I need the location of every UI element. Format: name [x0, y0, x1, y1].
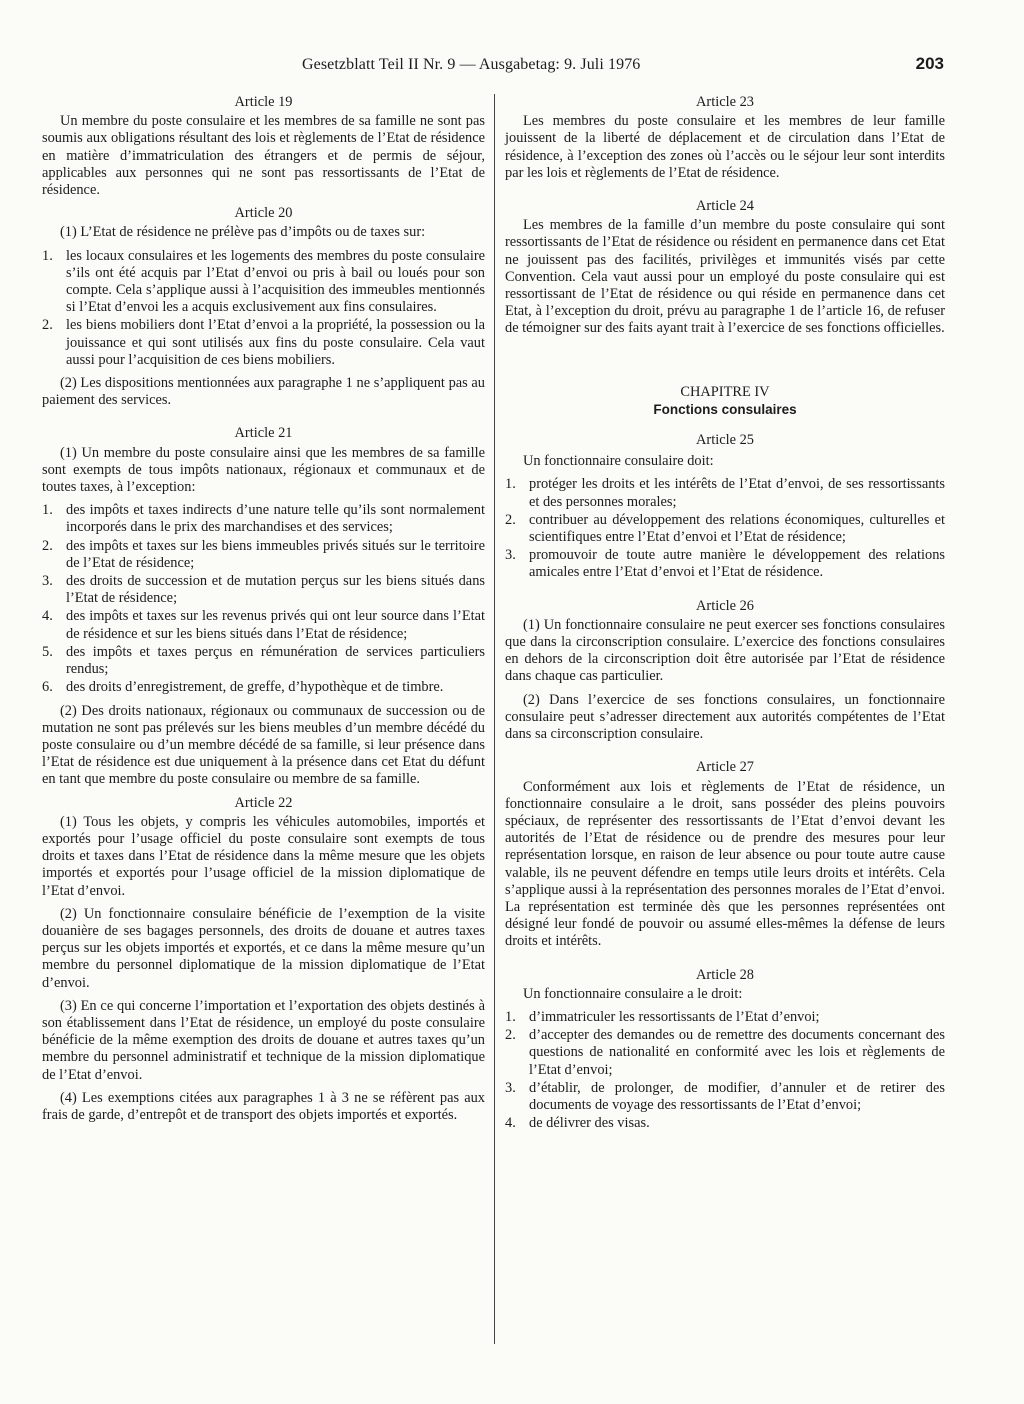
article-23-text: Les membres du poste consulaire et les membres de leur famille jouissent de la liberté de déplacement et de circulation dans l’Etat de résidence, à l’exception des zones où l’accès ou le séjour leur sont interdits par les lois et règlements de l’Etat de résidence. [505, 113, 945, 181]
article-28-title: Article 28 [696, 966, 754, 983]
article-27-title: Article 27 [696, 759, 754, 776]
article-27-text: Conformément aux lois et règlements de l’Etat de résidence, un fonctionnaire consulaire a le droit, sans posséder des pleins pouvoirs spéciaux, de représenter des ressortissants de l’Etat d’envoi devant les autorités de l’Etat de résidence ou de prendre des mesures pour leur représentation lorsque, en raison de leur absence ou pour toute autre cause valable, ils ne peuvent défendre en temps utile leurs droits et intérêts. Cela s’applique aussi à la représentation des personnes morales de l’Etat d’envoi. La représentation est terminée dès que les personnes représentées ont désigné leur fondé de pouvoir ou assumé elles-mêmes la défense de leurs droits et intérêts. [505, 778, 945, 950]
chapter-subtitle: Fonctions consulaires [653, 401, 797, 417]
list-item: 2. les biens mobiliers dont l’Etat d’envoi a la propriété, la possession ou la jouissance et qui sont utilisés aux fins du poste consulaire. Cela vaut aussi pour l’acquisition de ces biens mobiliers. [42, 317, 485, 368]
list-item: 3. des droits de succession et de mutation perçus sur les biens situés dans l’Etat de résidence; [42, 573, 485, 607]
article-22-para-2: (2) Un fonctionnaire consulaire bénéficie de l’exemption de la visite douanière de ses bagages personnels, des droits de douane et autres taxes perçus sur les objets importés et exportés, et ce dans la même mesure qu’un membre du personnel diplomatique de la mission diplomatique de l’Etat d’envoi. [42, 905, 485, 991]
list-item: 5. des impôts et taxes perçus en rémunération de services particuliers rendus; [42, 643, 485, 678]
list-item: 4. de délivrer des visas. [505, 1115, 650, 1132]
article-26-para-1: (1) Un fonctionnaire consulaire ne peut exercer ses fonctions consulaires que dans la circonscription consulaire. L’exercice des fonctions consulaires en dehors de la circonscription doit être autorisée par l’Etat de résidence dans chaque cas particulier. [505, 616, 945, 685]
article-20-list [42, 248, 485, 369]
page-number: 203 [915, 54, 944, 73]
article-23-title: Article 23 [696, 94, 754, 110]
list-item: 2. d’accepter des demandes ou de remettre des documents concernant des questions de nationalité en conformité avec les lois et règlements de l’Etat d’envoi; [505, 1027, 945, 1078]
article-25-list [505, 476, 945, 581]
article-21-para-1: (1) Un membre du poste consulaire ainsi que les membres de sa famille sont exempts de tous impôts nationaux, régionaux et communaux et de toutes taxes, à l’exception: [42, 444, 485, 496]
article-25-title: Article 25 [696, 432, 754, 449]
article-20-para-2: (2) Les dispositions mentionnées aux paragraphe 1 ne s’appliquent pas au paiement des services. [42, 375, 485, 409]
article-22-title: Article 22 [234, 794, 293, 811]
article-25-intro: Un fonctionnaire consulaire doit: [523, 453, 714, 470]
article-24-text: Les membres de la famille d’un membre du poste consulaire qui sont ressortissants de l’Etat de résidence ou résident en permanence dans cet Etat ne jouissent pas des facilités, privilèges et immunités visés par cette Convention. Cela vaut aussi pour un employé du poste consulaire qui est ressortissant de l’Etat de résidence ou qui réside en permanence dans cet Etat, à l’exception du droit, prévu au paragraphe 1 de l’article 16, de refuser de témoigner sur des faits ayant trait à l’exercice de ses fonctions officielles. [505, 217, 945, 337]
list-item: 1. les locaux consulaires et les logements des membres du poste consulaire s’ils ont été acquis par l’Etat d’envoi ou pris à bail ou loués pour son compte. Cela s’applique aussi à l’acquisition des immeubles mentionnés si l’Etat d’envoi les a acquis exclusivement aux fins consulaires. [42, 247, 485, 316]
list-item: 3. promouvoir de toute autre manière le développement des relations amicales entre l’Etat d’envoi et l’Etat de résidence. [505, 547, 945, 581]
chapter-heading: CHAPITRE IV [680, 383, 770, 400]
article-26-para-2: (2) Dans l’exercice de ses fonctions consulaires, un fonctionnaire consulaire peut s’adresser directement aux autorités compétentes de l’Etat dans sa circonscription consulaire. [505, 691, 945, 743]
article-20-para-1: (1) L’Etat de résidence ne prélève pas d’impôts ou de taxes sur: [60, 224, 426, 241]
article-28-intro: Un fonctionnaire consulaire a le droit: [523, 985, 743, 1002]
article-28-list [505, 1009, 945, 1132]
article-21-list [42, 502, 485, 696]
page-header [40, 54, 944, 78]
article-24-title: Article 24 [696, 198, 754, 215]
list-item: 6. des droits d’enregistrement, de greffe, d’hypothèque et de timbre. [42, 679, 444, 696]
right-column [505, 94, 945, 1138]
column-divider [494, 94, 495, 1344]
list-item: 1. d’immatriculer les ressortissants de l’Etat d’envoi; [505, 1008, 820, 1025]
gazette-title: Gesetzblatt Teil II Nr. 9 — Ausgabetag: 9. Juli 1976 [302, 56, 641, 73]
article-22-para-4: (4) Les exemptions citées aux paragraphes 1 à 3 ne se réfèrent pas aux frais de garde, d’entrepôt et de transport des objets importés et exportés. [42, 1089, 485, 1123]
list-item: 1. protéger les droits et les intérêts de l’Etat d’envoi, de ses ressortissants et des personnes morales; [505, 476, 945, 510]
article-26-title: Article 26 [696, 597, 754, 614]
list-item: 4. des impôts et taxes sur les revenus privés qui ont leur source dans l’Etat de résidence et sur les biens situés dans l’Etat de résidence; [42, 608, 485, 642]
article-22-para-3: (3) En ce qui concerne l’importation et l’exportation des objets destinés à son établissement dans l’Etat de résidence, un employé du poste consulaire bénéficie de la même exemption des droits de douane et autres taxes qu’un membre du personnel administratif et technique de la mission diplomatique de l’Etat d’envoi. [42, 997, 485, 1083]
list-item: 2. des impôts et taxes sur les biens immeubles privés situés sur le territoire de l’Etat de résidence; [42, 537, 485, 571]
list-item: 3. d’établir, de prolonger, de modifier, d’annuler et de retirer des documents de voyage des ressortissants de l’Etat d’envoi; [505, 1079, 945, 1113]
article-20-title: Article 20 [234, 205, 293, 222]
list-item: 2. contribuer au développement des relations économiques, culturelles et scientifiques entre l’Etat d’envoi et l’Etat de résidence; [505, 511, 945, 546]
list-item: 1. des impôts et taxes indirects d’une nature telle qu’ils sont normalement incorporés dans le prix des marchandises et des services; [42, 502, 485, 536]
left-column [42, 94, 485, 1130]
article-21-title: Article 21 [234, 425, 293, 442]
article-19-text: Un membre du poste consulaire et les membres de sa famille ne sont pas soumis aux obligations résultant des lois et règlements de l’Etat de résidence en matière d’immatriculation des étrangers et de permis de séjour, applicables aux personnes qui ne sont pas ressortissants de l’Etat de résidence. [42, 113, 485, 199]
article-22-para-1: (1) Tous les objets, y compris les véhicules automobiles, importés et exportés pour l’usage officiel du poste consulaire sont exempts de tous droits et taxes dans l’Etat de résidence dans la même mesure que les objets importés et exportés pour l’usage officiel de la mission diplomatique de l’Etat d’envoi. [42, 813, 485, 899]
article-21-para-2: (2) Des droits nationaux, régionaux ou communaux de succession ou de mutation ne sont pas prélevés sur les biens meubles d’un membre décédé du poste consulaire ou d’un membre décédé de sa famille, si leur présence dans l’Etat de résidence est due uniquement à la présence dans cet Etat du défunt en tant que membre du poste consulaire ou membre de sa famille. [42, 702, 485, 788]
article-19-title: Article 19 [234, 94, 293, 110]
